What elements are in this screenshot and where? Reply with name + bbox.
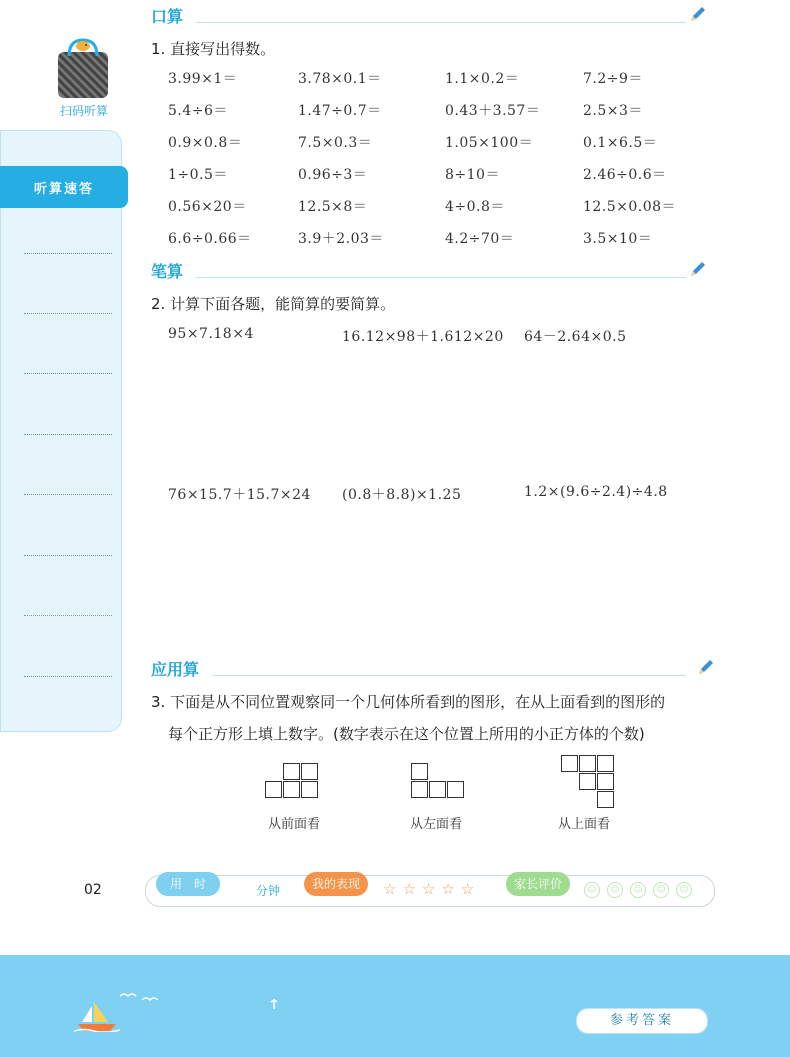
smiley-face-icon[interactable]: ☺ xyxy=(653,882,669,898)
star-rating[interactable] xyxy=(383,880,474,898)
left-view-figure xyxy=(411,763,467,799)
expression: 1.1×0.2＝ xyxy=(445,71,520,87)
left-view-caption: 从左面看 xyxy=(410,817,463,832)
expression: 7.2÷9＝ xyxy=(583,71,643,87)
star-icon[interactable]: ☆ xyxy=(460,880,475,898)
qr-code[interactable] xyxy=(58,52,108,98)
answer-key-label: 参考答案 xyxy=(609,1013,674,1028)
expression: 12.5×0.08＝ xyxy=(583,199,677,215)
parent-eval-label: 家长评价 xyxy=(513,877,562,891)
answer-line xyxy=(24,253,112,254)
seagull-icon xyxy=(268,996,280,1015)
expression: 64－2.64×0.5 xyxy=(524,329,627,345)
time-pill xyxy=(156,872,220,896)
answer-key-button[interactable] xyxy=(576,1008,708,1034)
expression: 3.78×0.1＝ xyxy=(298,71,382,87)
smiley-face-icon[interactable]: ☺ xyxy=(676,882,692,898)
time-label: 用 时 xyxy=(169,877,206,891)
section-divider xyxy=(196,277,686,278)
sidebar-panel xyxy=(0,130,122,732)
smiley-face-icon[interactable]: ☺ xyxy=(630,882,646,898)
expression: 5.4÷6＝ xyxy=(168,103,228,119)
expression: 3.5×10＝ xyxy=(583,231,653,247)
star-icon[interactable]: ☆ xyxy=(441,880,455,898)
expression: 3.99×1＝ xyxy=(168,71,238,87)
question-2: 2. 计算下面各题，能简算的要简算。 xyxy=(151,295,396,313)
answer-line xyxy=(24,555,112,556)
expression: 4.2÷70＝ xyxy=(445,231,515,247)
front-view-figure xyxy=(265,763,321,799)
expression: 0.96÷3＝ xyxy=(298,167,368,183)
expression: 0.1×6.5＝ xyxy=(583,135,658,151)
question-3-line-1: 3. 下面是从不同位置观察同一个几何体所看到的图形，在从上面看到的图形的 xyxy=(151,693,666,711)
section-title-applied-calc: 应用算 xyxy=(151,660,200,679)
expression: (0.8＋8.8)×1.25 xyxy=(342,487,462,503)
section-divider xyxy=(196,22,686,23)
expression: 2.46÷0.6＝ xyxy=(583,167,667,183)
answer-line xyxy=(24,373,112,374)
section-title-written-calc: 笔算 xyxy=(151,262,184,281)
pencil-icon xyxy=(688,4,710,26)
minutes-label: 分钟 xyxy=(256,884,281,898)
answer-line xyxy=(24,434,112,435)
expression: 76×15.7＋15.7×24 xyxy=(168,487,311,503)
qr-label: 扫码听算 xyxy=(59,104,108,118)
expression: 1÷0.5＝ xyxy=(168,167,228,183)
answer-line xyxy=(24,313,112,314)
expression: 1.47÷0.7＝ xyxy=(298,103,382,119)
performance-pill xyxy=(304,872,368,896)
expression: 16.12×98＋1.612×20 xyxy=(342,329,504,345)
seagull-icon xyxy=(118,990,158,1010)
smiley-face-icon[interactable]: ☺ xyxy=(607,882,623,898)
star-icon[interactable]: ☆ xyxy=(421,880,436,898)
expression: 2.5×3＝ xyxy=(583,103,643,119)
section-title-mental-math: 口算 xyxy=(151,7,184,26)
pencil-icon xyxy=(688,259,710,281)
page-number: 02 xyxy=(84,882,102,898)
expression: 3.9＋2.03＝ xyxy=(298,231,384,247)
expression: 12.5×8＝ xyxy=(298,199,368,215)
section-divider xyxy=(212,675,686,676)
expression: 0.43＋3.57＝ xyxy=(445,103,541,119)
tab-label: 听算速答 xyxy=(33,181,94,197)
front-view-caption: 从前面看 xyxy=(268,817,321,832)
minutes-field[interactable] xyxy=(222,886,252,900)
answer-line xyxy=(24,676,112,677)
question-3-line-2: 每个正方形上填上数字。(数字表示在这个位置上所用的小正方体的个数) xyxy=(168,725,645,743)
expression: 8÷10＝ xyxy=(445,167,500,183)
bird-headphones-icon xyxy=(66,38,100,58)
pencil-icon xyxy=(696,657,718,679)
expression: 1.2×(9.6÷2.4)÷4.8 xyxy=(524,484,668,500)
parent-eval-pill xyxy=(506,872,570,896)
expression: 1.05×100＝ xyxy=(445,135,534,151)
top-view-caption: 从上面看 xyxy=(558,817,611,832)
star-icon[interactable]: ☆ xyxy=(383,880,397,898)
expression: 6.6÷0.66＝ xyxy=(168,231,252,247)
expression: 0.9×0.8＝ xyxy=(168,135,243,151)
star-icon[interactable]: ☆ xyxy=(402,880,416,898)
expression: 4÷0.8＝ xyxy=(445,199,505,215)
expression: 0.56×20＝ xyxy=(168,199,247,215)
sailboat-icon xyxy=(74,998,122,1036)
answer-line xyxy=(24,494,112,495)
question-1: 1. 直接写出得数。 xyxy=(151,40,276,58)
answer-line xyxy=(24,615,112,616)
tab-listening-quick-answer[interactable] xyxy=(0,166,128,208)
top-view-figure xyxy=(561,755,617,809)
smiley-face-icon[interactable]: ☺ xyxy=(584,882,600,898)
performance-label: 我的表现 xyxy=(311,877,360,891)
expression: 95×7.18×4 xyxy=(168,326,254,342)
face-rating[interactable] xyxy=(584,882,692,898)
expression: 7.5×0.3＝ xyxy=(298,135,373,151)
